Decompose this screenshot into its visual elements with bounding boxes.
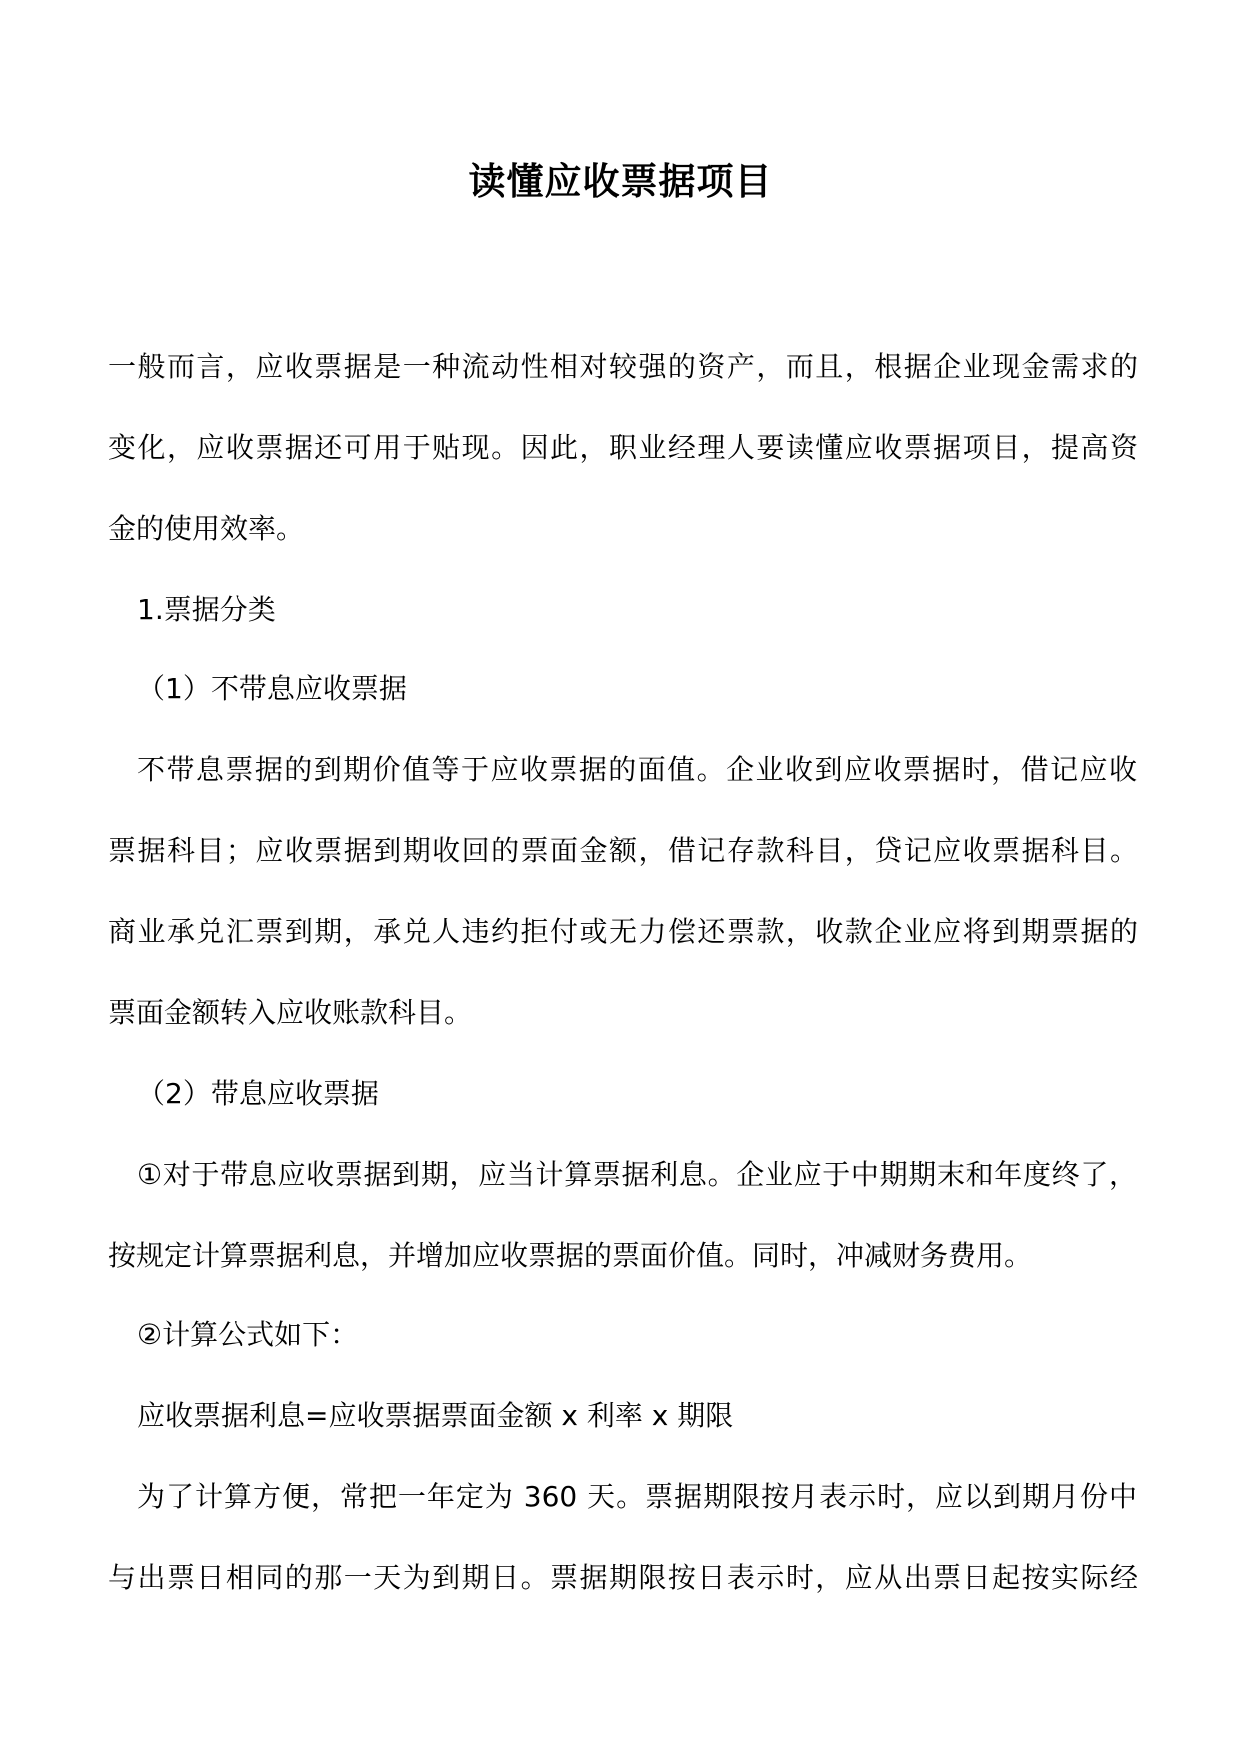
- document-title: 读懂应收票据项目: [468, 160, 773, 203]
- paragraph-line: 不带息票据的到期价值等于应收票据的面值。企业收到应收票据时，借记应收: [137, 753, 1137, 786]
- paragraph-line: 变化，应收票据还可用于贴现。因此，职业经理人要读懂应收票据项目，提高资: [108, 431, 1138, 464]
- paragraph-line: 按规定计算票据利息，并增加应收票据的票面价值。同时，冲减财务费用。: [108, 1239, 1033, 1272]
- subsection-heading: （2）带息应收票据: [137, 1077, 379, 1110]
- paragraph-line: 票面金额转入应收账款科目。: [108, 996, 473, 1029]
- paragraph-line: ①对于带息应收票据到期，应当计算票据利息。企业应于中期期末和年度终了，: [137, 1158, 1137, 1191]
- subsection-heading: （1）不带息应收票据: [137, 672, 407, 705]
- paragraph-line: 为了计算方便，常把一年定为 360 天。票据期限按月表示时，应以到期月份中: [137, 1480, 1137, 1513]
- section-heading: 1.票据分类: [137, 593, 276, 626]
- paragraph-line: 与出票日相同的那一天为到期日。票据期限按日表示时，应从出票日起按实际经: [108, 1561, 1138, 1594]
- paragraph-line: 票据科目；应收票据到期收回的票面金额，借记存款科目，贷记应收票据科目。: [108, 834, 1138, 867]
- formula-line: 应收票据利息=应收票据票面金额 x 利率 x 期限: [137, 1399, 734, 1432]
- paragraph-line: 商业承兑汇票到期，承兑人违约拒付或无力偿还票款，收款企业应将到期票据的: [108, 915, 1138, 948]
- paragraph-line: 一般而言，应收票据是一种流动性相对较强的资产，而且，根据企业现金需求的: [108, 350, 1138, 383]
- paragraph-line: 金的使用效率。: [108, 512, 305, 545]
- paragraph-line: ②计算公式如下：: [137, 1318, 359, 1351]
